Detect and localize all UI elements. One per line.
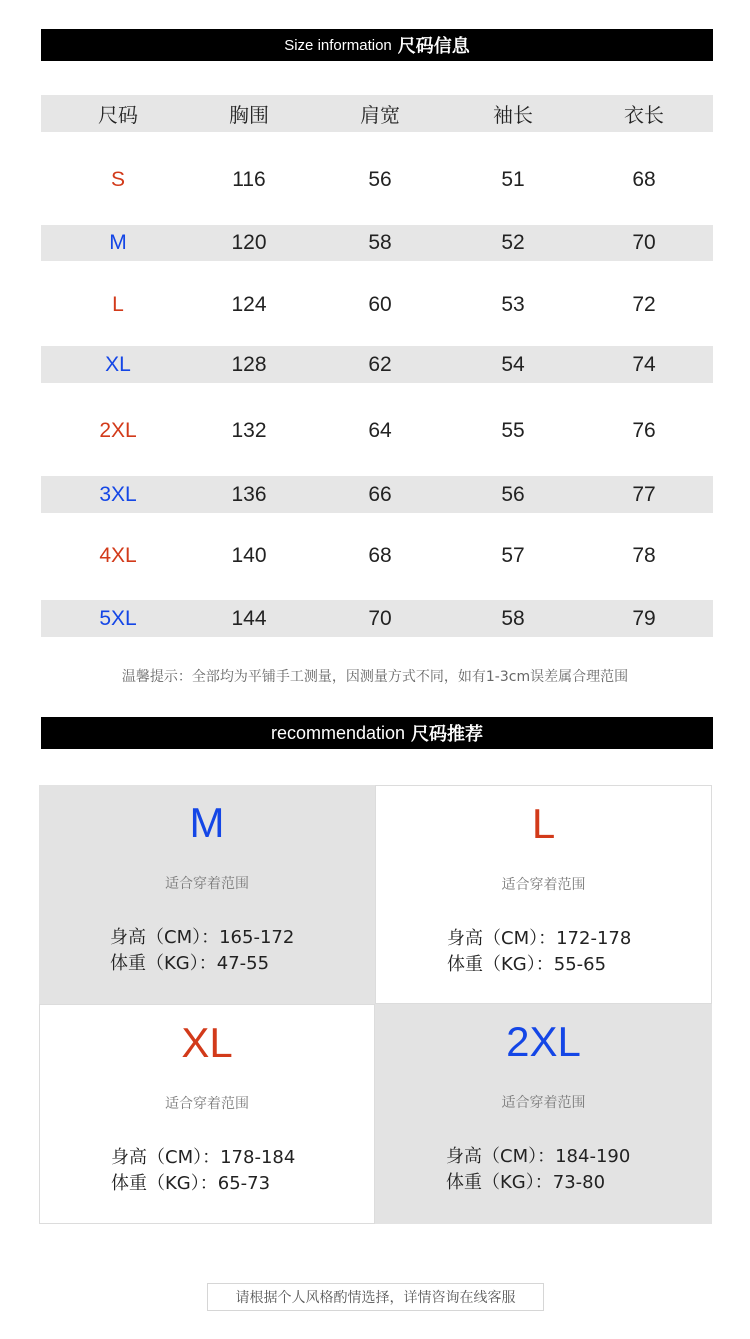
row-shoulder: 60	[368, 292, 392, 316]
card-height: 身高（CM）：184-190	[446, 1146, 631, 1167]
row-sleeve: 54	[501, 352, 525, 376]
row-size: 2XL	[99, 418, 137, 442]
card-subtitle: 适合穿着范围	[165, 1096, 249, 1112]
row-length: 78	[632, 543, 656, 567]
card-size: 2XL	[506, 1018, 581, 1065]
recommendation-grid	[39, 785, 712, 1224]
row-size: 4XL	[99, 543, 137, 567]
card-subtitle: 适合穿着范围	[501, 1095, 586, 1111]
row-chest: 120	[231, 231, 267, 254]
row-size: L	[112, 292, 124, 316]
header-chest: 胸围	[229, 103, 269, 127]
row-shoulder: 70	[368, 606, 392, 630]
row-sleeve: 56	[501, 482, 525, 506]
row-length: 77	[632, 482, 656, 506]
row-length: 74	[632, 352, 656, 376]
row-sleeve: 55	[501, 418, 525, 442]
table-row	[41, 412, 713, 449]
table-row	[41, 286, 713, 323]
table-header	[41, 95, 713, 132]
table-row	[41, 537, 713, 574]
banner-title-cn: 尺码推荐	[411, 724, 484, 745]
row-size: XL	[105, 352, 131, 376]
table-row	[41, 225, 713, 261]
row-length: 68	[632, 167, 656, 191]
card-weight: 体重（KG）：47-55	[110, 953, 270, 974]
row-shoulder: 56	[368, 167, 392, 191]
recommendation-banner	[41, 717, 713, 749]
header-sleeve: 袖长	[493, 103, 533, 127]
table-row	[41, 600, 713, 637]
row-length: 70	[632, 231, 656, 254]
card-size: L	[531, 800, 556, 847]
card-size: XL	[181, 1019, 233, 1066]
card-height: 身高（CM）：165-172	[110, 927, 295, 948]
row-size: S	[110, 167, 125, 191]
card-height: 身高（CM）：172-178	[447, 928, 632, 949]
recommend-card-m	[39, 785, 375, 1004]
banner-title-en: Size information	[284, 36, 392, 54]
card-weight: 体重（KG）：55-65	[447, 954, 607, 975]
row-sleeve: 53	[501, 292, 525, 316]
row-shoulder: 58	[368, 231, 392, 254]
row-size: 3XL	[99, 482, 137, 506]
row-shoulder: 64	[368, 418, 392, 442]
row-shoulder: 66	[368, 482, 392, 506]
recommend-card-l	[375, 785, 712, 1004]
row-chest: 116	[232, 167, 266, 191]
row-sleeve: 58	[501, 606, 525, 630]
table-row	[41, 476, 713, 513]
row-sleeve: 52	[501, 231, 525, 254]
header-size: 尺码	[98, 103, 138, 127]
row-chest: 140	[231, 543, 267, 567]
row-chest: 124	[231, 292, 267, 316]
header-length: 衣长	[624, 103, 664, 127]
card-subtitle: 适合穿着范围	[501, 877, 586, 893]
size-info-banner	[41, 29, 713, 61]
row-size: M	[109, 231, 127, 254]
card-height: 身高（CM）：178-184	[111, 1147, 296, 1168]
row-sleeve: 51	[501, 167, 525, 191]
row-size: 5XL	[99, 606, 137, 630]
row-chest: 128	[231, 352, 267, 376]
card-weight: 体重（KG）：73-80	[446, 1172, 606, 1193]
banner-title-en: recommendation	[270, 722, 406, 743]
row-chest: 144	[231, 606, 267, 630]
row-sleeve: 57	[501, 543, 525, 567]
card-weight: 体重（KG）：65-73	[111, 1173, 271, 1194]
recommend-card-xl	[39, 1004, 375, 1224]
recommend-card-2xl	[375, 1004, 712, 1224]
row-chest: 136	[231, 482, 267, 506]
row-length: 76	[632, 418, 656, 442]
table-row	[41, 346, 713, 383]
header-shoulder: 肩宽	[360, 103, 400, 127]
footer-note: 请根据个人风格酌情选择，详情咨询在线客服	[207, 1283, 544, 1311]
row-shoulder: 62	[368, 352, 392, 376]
row-length: 79	[632, 606, 656, 630]
row-shoulder: 68	[368, 543, 392, 567]
table-row	[41, 161, 713, 198]
row-length: 72	[632, 292, 656, 316]
card-size: M	[189, 799, 225, 846]
card-subtitle: 适合穿着范围	[165, 876, 249, 892]
row-chest: 132	[231, 418, 267, 442]
banner-title-cn: 尺码信息	[397, 36, 470, 57]
measurement-tip: 温馨提示：全部均为平铺手工测量，因测量方式不同，如有1-3cm误差属合理范围	[121, 669, 629, 685]
